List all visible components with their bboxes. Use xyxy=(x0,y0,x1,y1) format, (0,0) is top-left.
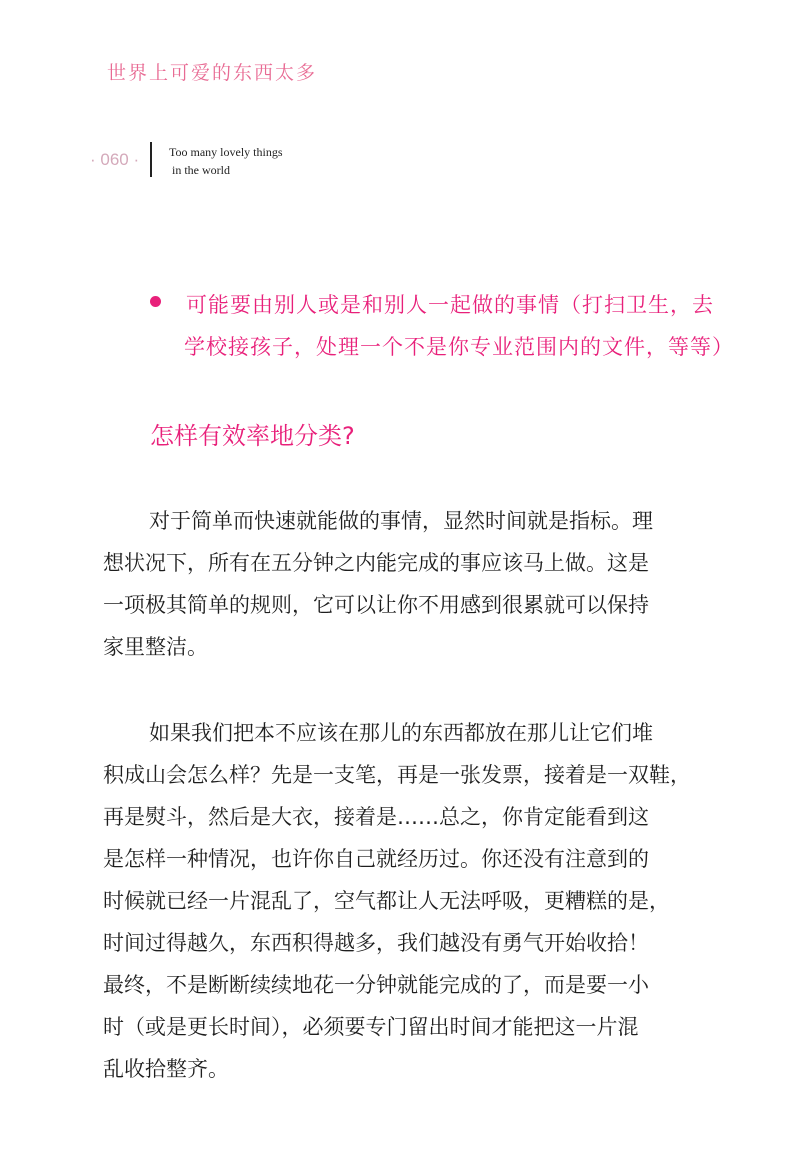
paragraph-2 xyxy=(103,712,753,1090)
english-subtitle xyxy=(169,143,282,179)
paragraph-line: 想状况下，所有在五分钟之内能完成的事应该马上做。这是 xyxy=(103,551,649,575)
paragraph-line: 乱收拾整齐。 xyxy=(103,1057,229,1081)
page-number: · 060 · xyxy=(90,150,140,169)
section-heading: 怎样有效率地分类? xyxy=(150,422,355,450)
paragraph-line: 是怎样一种情况，也许你自己就经历过。你还没有注意到的 xyxy=(103,847,649,871)
paragraph-line: 对于简单而快速就能做的事情，显然时间就是指标。理 xyxy=(149,509,653,533)
paragraph-line: 时候就已经一片混乱了，空气都让人无法呼吸，更糟糕的是， xyxy=(103,889,670,913)
english-subtitle-line1: Too many lovely things xyxy=(169,145,283,159)
paragraph-line: 一项极其简单的规则，它可以让你不用感到很累就可以保持 xyxy=(103,593,649,617)
bullet-item-line2: 学校接孩子，处理一个不是你专业范围内的文件，等等） xyxy=(184,335,734,359)
paragraph-line: 再是熨斗，然后是大衣，接着是……总之，你肯定能看到这 xyxy=(103,805,649,829)
paragraph-line: 时间过得越久，东西积得越多，我们越没有勇气开始收拾！ xyxy=(103,931,649,955)
header-divider xyxy=(150,142,152,177)
paragraph-line: 家里整洁。 xyxy=(103,635,208,659)
running-title: 世界上可爱的东西太多 xyxy=(107,62,318,84)
paragraph-line: 时（或是更长时间），必须要专门留出时间才能把这一片混 xyxy=(103,1015,639,1039)
paragraph-line: 最终，不是断断续续地花一分钟就能完成的了，而是要一小 xyxy=(103,973,649,997)
paragraph-1 xyxy=(103,500,753,668)
english-subtitle-line2: in the world xyxy=(172,163,230,177)
bullet-item-line1: 可能要由别人或是和别人一起做的事情（打扫卫生，去 xyxy=(186,293,714,317)
bullet-dot-icon xyxy=(150,296,161,307)
bullet-item-text xyxy=(186,284,746,368)
paragraph-line: 积成山会怎么样？先是一支笔，再是一张发票，接着是一双鞋， xyxy=(103,763,691,787)
paragraph-line: 如果我们把本不应该在那儿的东西都放在那儿让它们堆 xyxy=(149,721,653,745)
